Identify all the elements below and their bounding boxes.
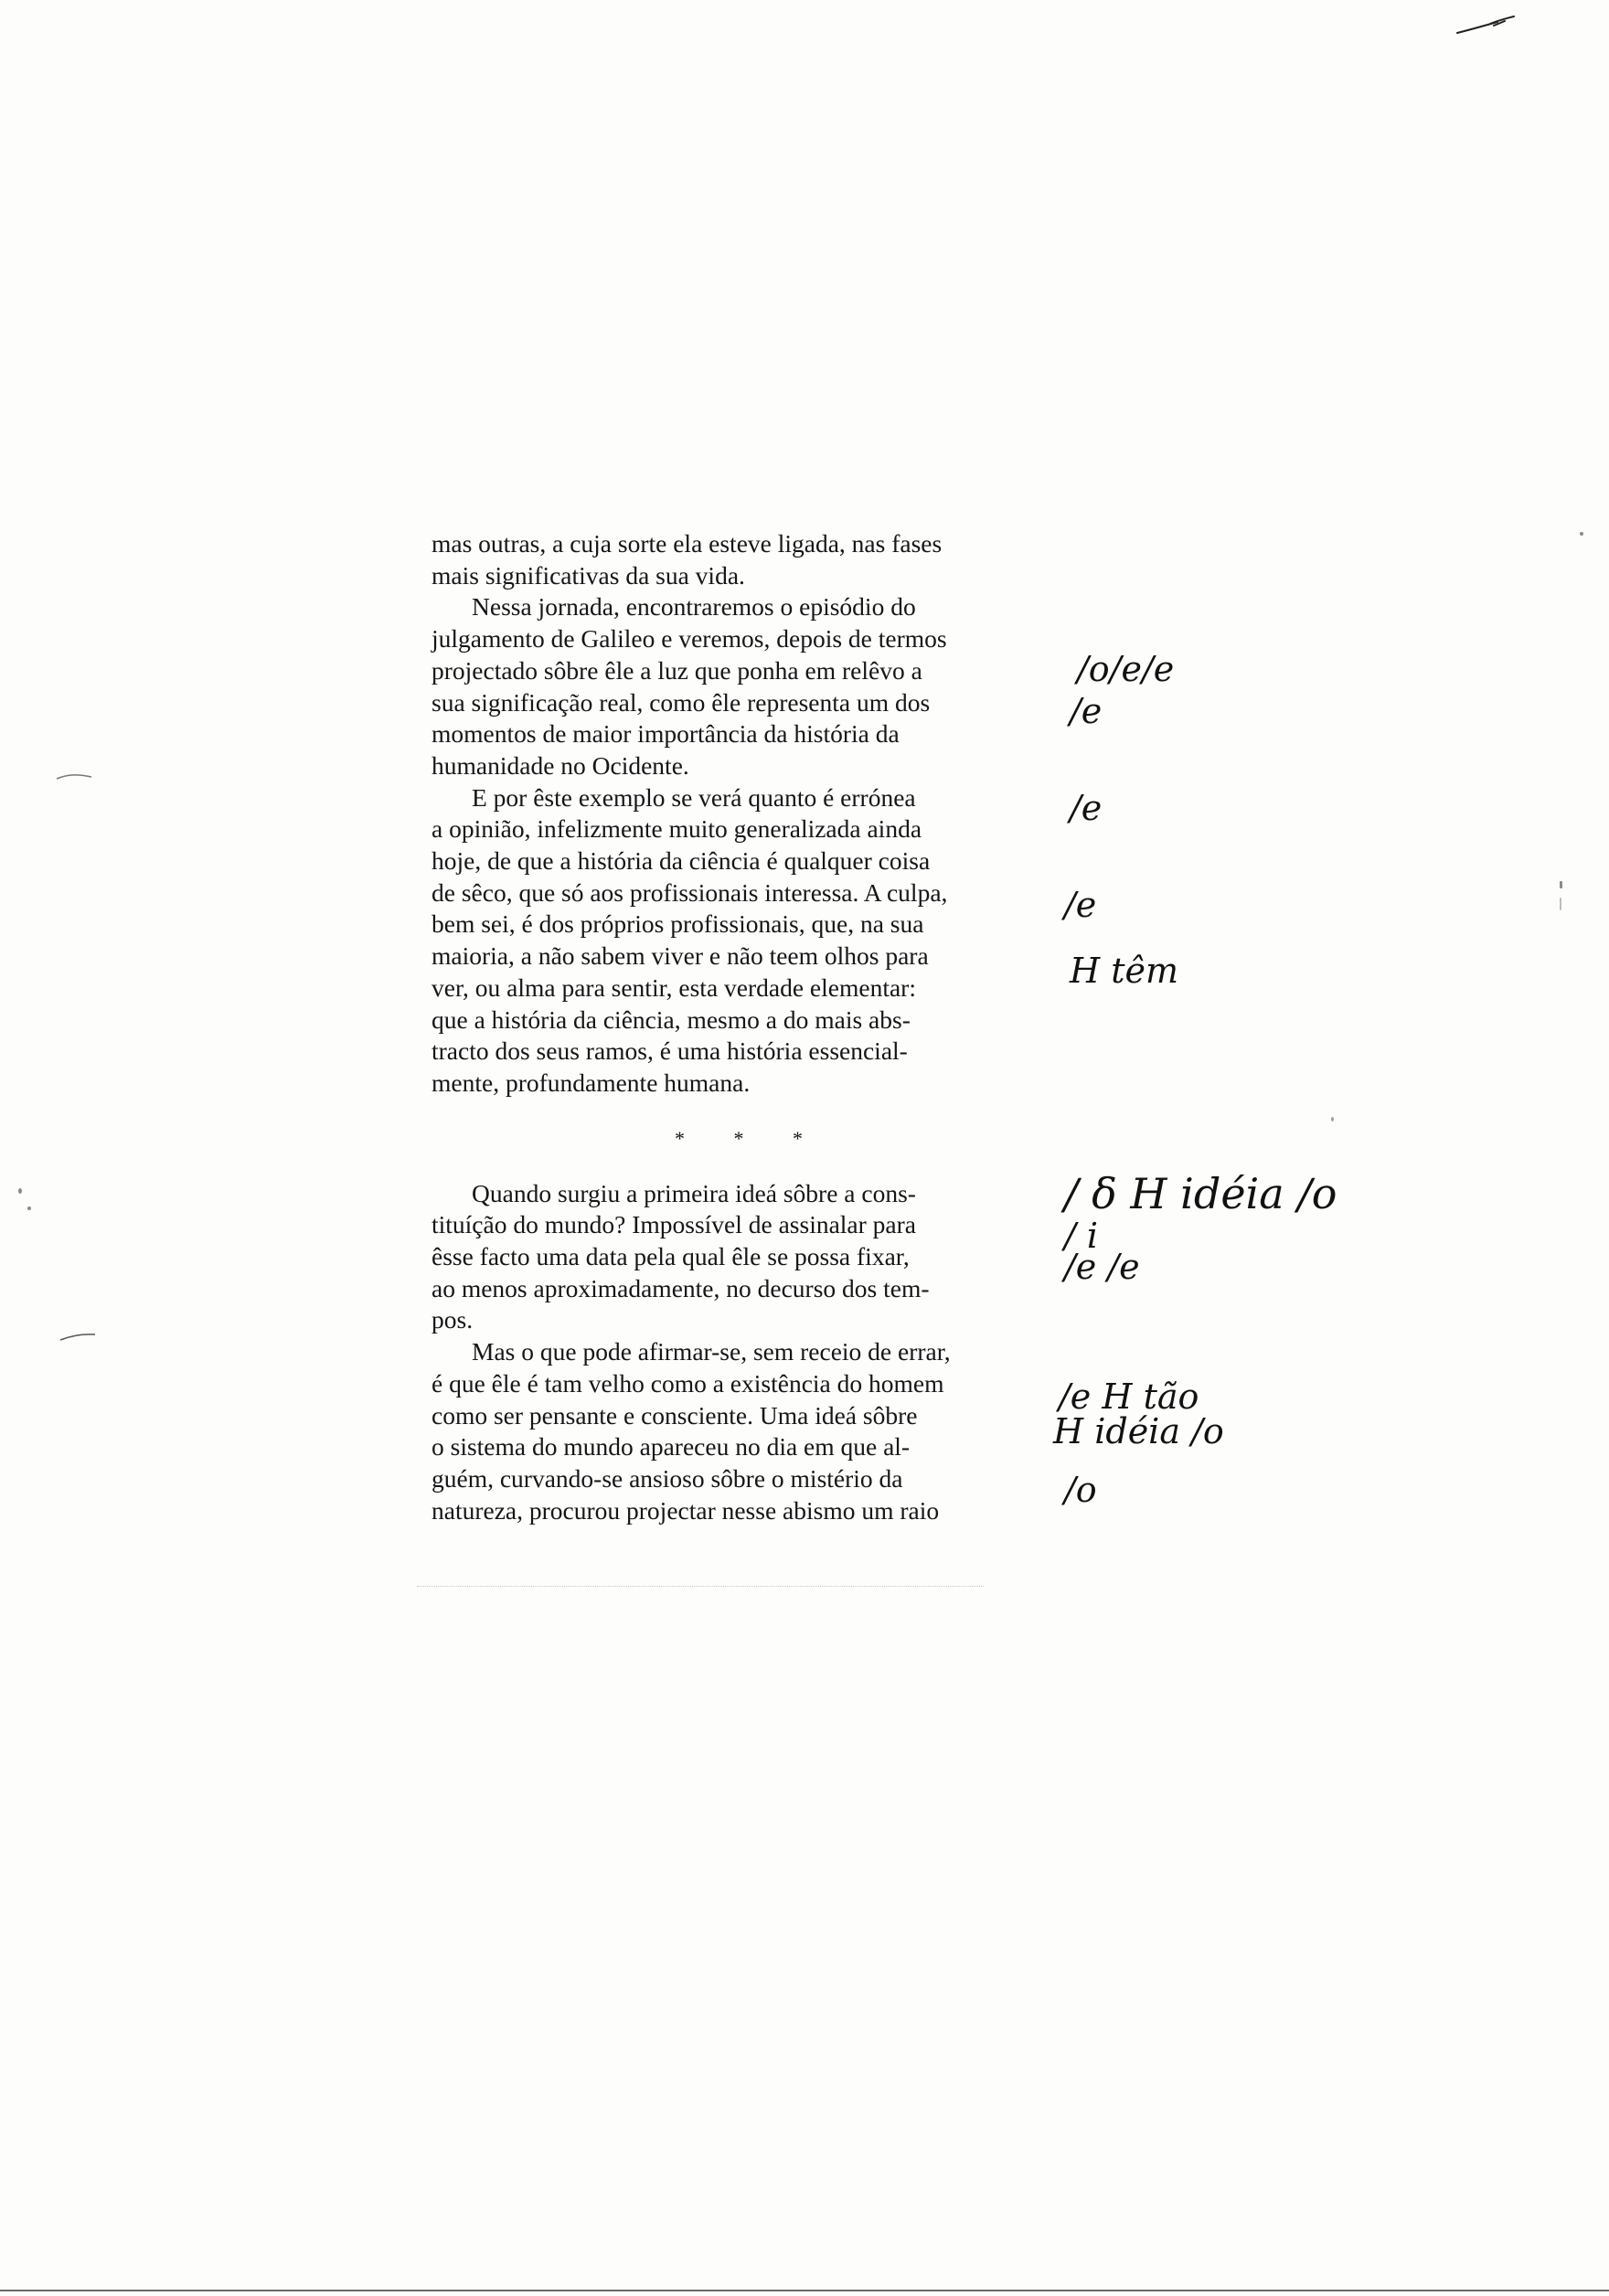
left-edge-mark [55, 770, 95, 782]
text-line: E por êste exemplo se verá quanto é errónea [472, 782, 916, 812]
paragraph-3 [432, 782, 1046, 1100]
text-line: projectado sôbre êle a luz que ponha em relêvo a [432, 655, 922, 685]
text-line: bem sei, é dos próprios profissionais, que, na sua [432, 909, 924, 939]
faint-print-rule [417, 1586, 984, 1588]
margin-correction-note: /o/e/e [1077, 649, 1175, 689]
margin-correction-note: / δ H idéia /o [1064, 1169, 1337, 1218]
section-gap [432, 1154, 1046, 1178]
paragraph-4 [432, 1178, 1046, 1337]
text-line: humanidade no Ocidente. [432, 750, 689, 780]
pen-scribble-mark [1454, 13, 1518, 40]
margin-correction-note: /e /e [1064, 1247, 1140, 1287]
text-line: tracto dos seus ramos, é uma história essencial- [432, 1036, 908, 1066]
margin-correction-note: /e [1064, 885, 1097, 925]
text-line: pos. [432, 1305, 474, 1334]
margin-correction-note: /o [1064, 1470, 1097, 1510]
text-line: ao menos aproximadamente, no decurso dos tem- [432, 1273, 930, 1302]
margin-correction-note: / i [1064, 1216, 1099, 1256]
section-separator: * * * [675, 1126, 825, 1150]
text-line: momentos de maior importância da história da [432, 719, 900, 749]
text-line: sua significação real, como êle representa um dos [432, 687, 931, 717]
paper-speck [18, 1188, 22, 1194]
text-line: mas outras, a cuja sorte ela esteve ligada, nas fases [432, 529, 943, 558]
text-line: o sistema do mundo apareceu no dia em que al- [432, 1432, 911, 1462]
text-line: Quando surgiu a primeira ideá sôbre a cons- [472, 1178, 916, 1207]
text-line: maioria, a não sabem viver e não teem olhos para [432, 941, 929, 971]
margin-correction-note: /e [1070, 788, 1103, 828]
text-line: hoje, de que a história da ciência é qualquer coisa [432, 846, 931, 876]
paragraph-5 [432, 1336, 1046, 1526]
text-column [432, 528, 1046, 1526]
text-line: guém, curvando-se ansioso sôbre o mistério da [432, 1463, 903, 1493]
text-line: tituíção do mundo? Impossível de assinalar para [432, 1210, 916, 1239]
text-line: êsse facto uma data pela qual êle se possa fixar, [432, 1242, 910, 1271]
margin-correction-note: H idéia /o [1053, 1411, 1224, 1451]
paper-speck [1331, 1117, 1334, 1121]
text-line: de sêco, que só aos profissionais interessa. A culpa, [432, 877, 948, 907]
margin-correction-note: /e H tão [1059, 1377, 1199, 1417]
text-line: Nessa jornada, encontraremos o episódio do [472, 592, 916, 622]
scan-bottom-edge [0, 2290, 1609, 2291]
text-line: a opinião, infelizmente muito generalizada ainda [432, 814, 922, 844]
paper-speck [1560, 881, 1562, 888]
margin-correction-note: /e [1070, 691, 1103, 731]
left-edge-mark [59, 1331, 99, 1344]
text-line: como ser pensante e consciente. Uma ideá sôbre [432, 1400, 918, 1430]
paper-speck [27, 1206, 31, 1210]
section-gap [432, 1100, 1046, 1123]
paragraph-1 [432, 528, 1046, 591]
paper-speck [1580, 532, 1583, 536]
paragraph-2 [432, 591, 1046, 781]
text-line: mente, profundamente humana. [432, 1068, 751, 1097]
text-line: julgamento de Galileo e veremos, depois de termos [432, 624, 947, 654]
paper-speck [1560, 898, 1561, 910]
text-line: que a história da ciência, mesmo a do mais abs- [432, 1004, 911, 1034]
text-line: Mas o que pode afirmar-se, sem receio de errar, [472, 1337, 951, 1366]
margin-correction-note: H têm [1070, 951, 1179, 991]
text-line: é que êle é tam velho como a existência do homem [432, 1368, 944, 1398]
text-line: natureza, procurou projectar nesse abismo um raio [432, 1495, 940, 1525]
text-line: ver, ou alma para sentir, esta verdade elementar: [432, 973, 916, 1002]
text-line: mais significativas da sua vida. [432, 560, 745, 590]
